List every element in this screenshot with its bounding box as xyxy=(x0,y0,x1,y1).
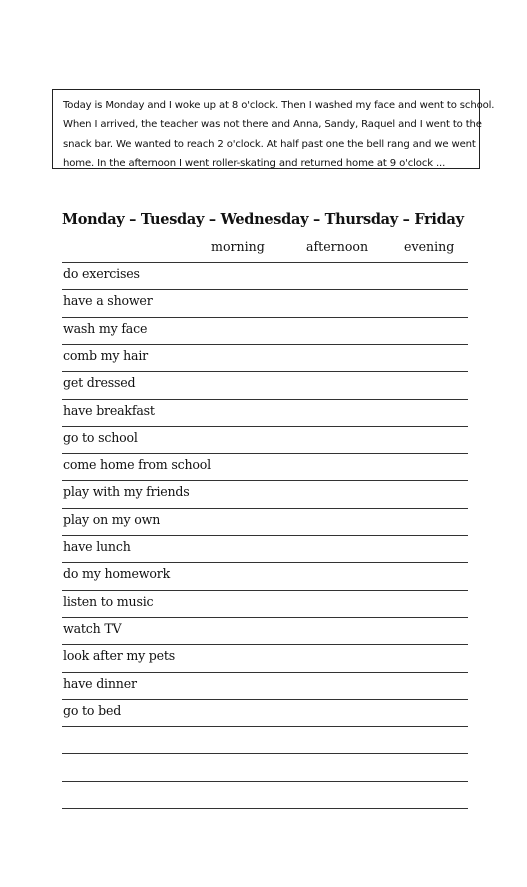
activity-label: do exercises xyxy=(63,266,140,281)
activity-label: have breakfast xyxy=(63,403,155,418)
activity-label: go to school xyxy=(63,430,138,445)
story-text-box xyxy=(52,89,495,169)
table-row-rule xyxy=(62,453,468,454)
activity-label: have dinner xyxy=(63,676,137,691)
story-line: snack bar. We wanted to reach 2 o'clock. At half past one the bell rang and we went xyxy=(63,138,476,150)
activity-label: wash my face xyxy=(63,321,148,336)
table-row-rule xyxy=(62,753,468,754)
table-row-rule xyxy=(62,317,468,318)
table-row-rule xyxy=(62,672,468,673)
activity-label: listen to music xyxy=(63,594,154,609)
weekdays-heading: Monday – Tuesday – Wednesday – Thursday – Friday xyxy=(62,211,464,228)
table-row-rule xyxy=(62,808,468,809)
table-row-rule xyxy=(62,617,468,618)
table-row-rule xyxy=(62,371,468,372)
table-row-rule xyxy=(62,289,468,290)
table-row-rule xyxy=(62,644,468,645)
table-row-rule xyxy=(62,426,468,427)
table-row-rule xyxy=(62,590,468,591)
column-header-morning: morning xyxy=(211,239,265,254)
activity-label: comb my hair xyxy=(63,348,148,363)
table-row-rule xyxy=(62,508,468,509)
activity-label: look after my pets xyxy=(63,648,176,663)
column-header-evening: evening xyxy=(404,239,455,254)
table-row-rule xyxy=(62,726,468,727)
activity-label: have a shower xyxy=(63,293,153,308)
table-row-rule xyxy=(62,480,468,481)
activity-label: play on my own xyxy=(63,512,161,527)
table-row-rule xyxy=(62,699,468,700)
activity-label: play with my friends xyxy=(63,484,190,499)
story-line: home. In the afternoon I went roller-skating and returned home at 9 o'clock ... xyxy=(63,157,446,169)
table-row-rule xyxy=(62,344,468,345)
story-line: When I arrived, the teacher was not there and Anna, Sandy, Raquel and I went to the xyxy=(63,119,482,131)
table-row-rule xyxy=(62,399,468,400)
activity-label: watch TV xyxy=(63,621,122,636)
table-row-rule xyxy=(62,262,468,263)
table-row-rule xyxy=(62,781,468,782)
activity-label: do my homework xyxy=(63,566,171,581)
table-row-rule xyxy=(62,562,468,563)
activity-label: go to bed xyxy=(63,703,122,718)
table-row-rule xyxy=(62,535,468,536)
activity-label: come home from school xyxy=(63,457,211,472)
activity-label: have lunch xyxy=(63,539,131,554)
story-line: Today is Monday and I woke up at 8 o'clock. Then I washed my face and went to school. xyxy=(63,100,495,111)
column-header-afternoon: afternoon xyxy=(306,239,369,254)
activity-label: get dressed xyxy=(63,375,136,390)
